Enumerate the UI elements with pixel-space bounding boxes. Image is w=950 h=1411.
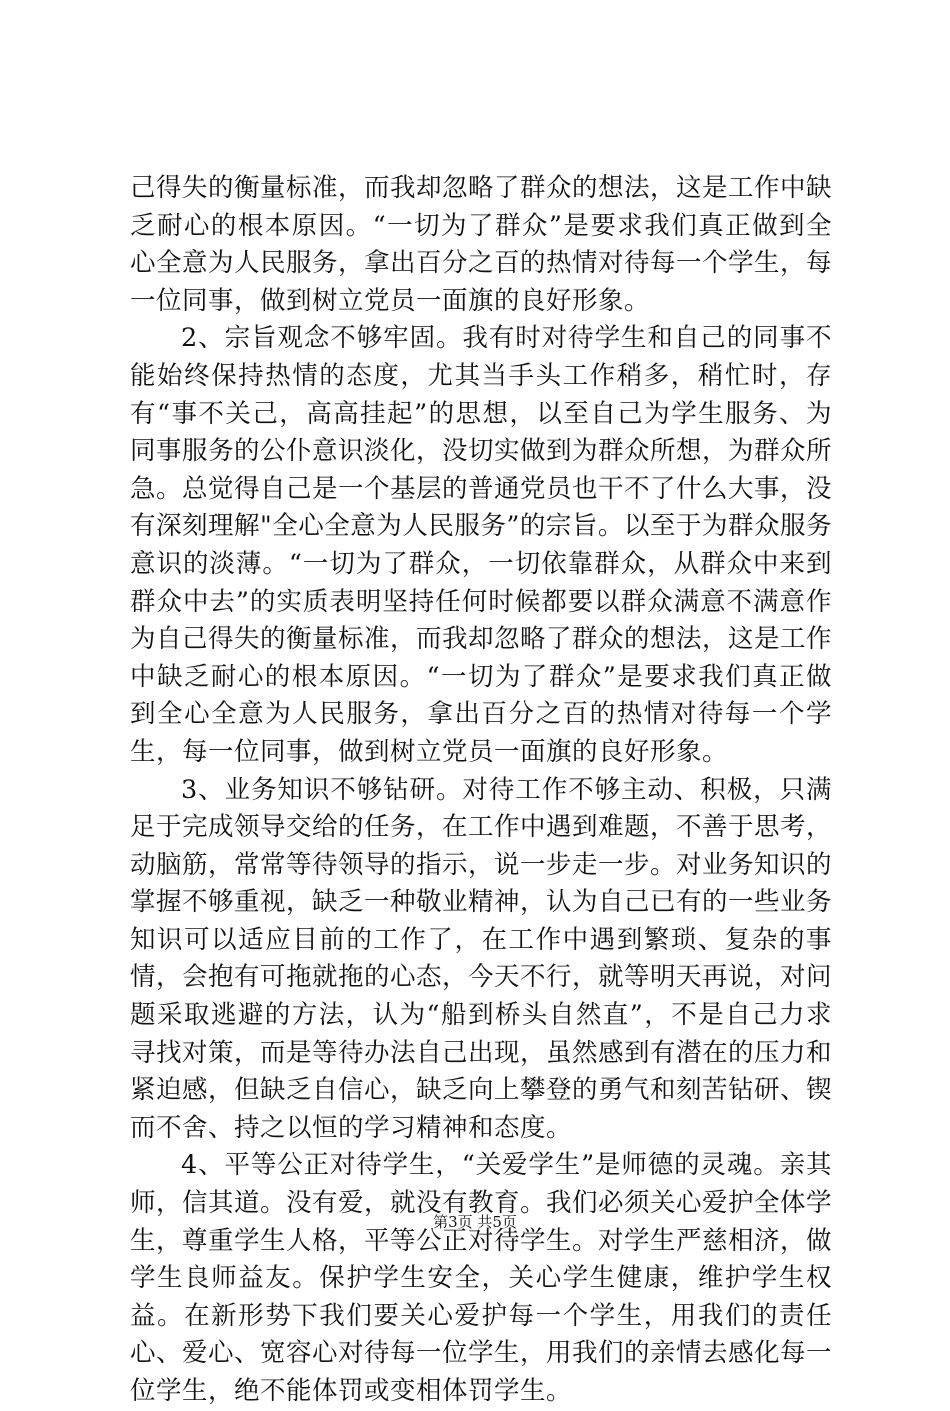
paragraph-continuation: 己得失的衡量标准，而我却忽略了群众的想法，这是工作中缺乏耐心的根本原因。“一切为了群众”是要求我们真正做到全心全意为人民服务，拿出百分之百的热情对待每一个学生，每一位同事，做到树立党员一面旗的良好形象。	[130, 173, 833, 316]
paragraph-item-3: 3、业务知识不够钻研。对待工作不够主动、积极，只满足于完成领导交给的任务，在工作中遇到难题，不善于思考，动脑筋，常常等待领导的指示，说一步走一步。对业务知识的掌握不够重视，缺乏一种敬业精神，认为自己已有的一些业务知识可以适应目前的工作了，在工作中遇到繁琐、复杂的事情，会抱有可拖就拖的心态，今天不行，就等明天再说，对问题采取逃避的方法，认为“船到桥头自然直”，不是自己力求寻找对策，而是等待办法自己出现，虽然感到有潜在的压力和紧迫感，但缺乏自信心，缺乏向上攀登的勇气和刻苦钻研、锲而不舍、持之以恒的学习精神和态度。	[130, 774, 833, 1143]
page-number-footer: 第3页 共5页	[433, 1213, 517, 1231]
paragraph-item-4: 4、平等公正对待学生，“关爱学生”是师德的灵魂。亲其师，信其道。没有爱，就没有教育。我们必须关心爱护全体学生，尊重学生人格，平等公正对待学生。对学生严慈相济，做学生良师益友。保护学生安全，关心学生健康，维护学生权益。在新形势下我们要关心爱护每一个学生，用我们的责任心、爱心、宽容心对待每一位学生，用我们的亲情去感化每一位学生，绝不能体罚或变相体罚学生。	[130, 1150, 833, 1406]
paragraph-item-2: 2、宗旨观念不够牢固。我有时对待学生和自己的同事不能始终保持热情的态度，尤其当手头工作稍多，稍忙时，存有“事不关己，高高挂起”的思想，以至自己为学生服务、为同事服务的公仆意识淡化，没切实做到为群众所想，为群众所急。总觉得自己是一个基层的普通党员也干不了什么大事，没有深刻理解"全心全意为人民服务”的宗旨。以至于为群众服务意识的淡薄。“一切为了群众，一切依靠群众，从群众中来到群众中去”的实质表明坚持任何时候都要以群众满意不满意作为自己得失的衡量标准，而我却忽略了群众的想法，这是工作中缺乏耐心的根本原因。“一切为了群众”是要求我们真正做到全心全意为人民服务，拿出百分之百的热情对待每一个学生，每一位同事，做到树立党员一面旗的良好形象。	[130, 323, 833, 767]
